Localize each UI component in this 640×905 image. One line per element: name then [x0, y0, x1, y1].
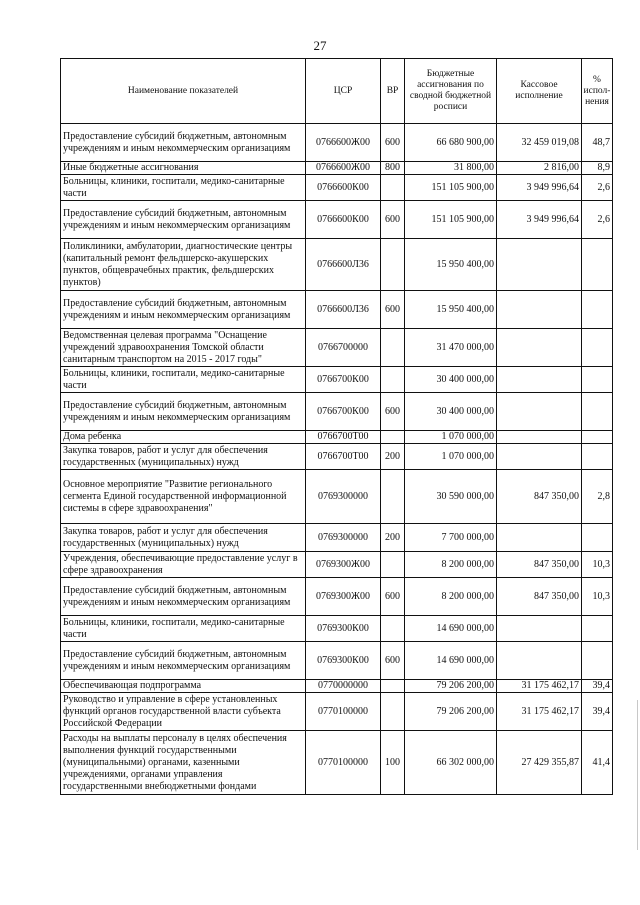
row-vr — [381, 552, 405, 578]
row-budget: 1 070 000,00 — [405, 431, 497, 444]
row-pct — [582, 524, 613, 552]
row-cash: 27 429 355,87 — [497, 731, 582, 795]
row-budget: 8 200 000,00 — [405, 552, 497, 578]
table-row — [61, 201, 613, 239]
row-budget: 79 206 200,00 — [405, 693, 497, 731]
table-row — [61, 470, 613, 524]
row-cash — [497, 524, 582, 552]
row-vr: 200 — [381, 444, 405, 470]
row-budget: 7 700 000,00 — [405, 524, 497, 552]
row-csr: 0766700Т00 — [306, 444, 381, 470]
row-cash — [497, 329, 582, 367]
row-cash: 3 949 996,64 — [497, 201, 582, 239]
table-row — [61, 393, 613, 431]
row-csr: 0766700000 — [306, 329, 381, 367]
row-csr: 0769300000 — [306, 524, 381, 552]
row-name: Учреждения, обеспечивающие предоставление услуг в сфере здравоохранения — [61, 552, 306, 578]
row-name: Закупка товаров, работ и услуг для обеспечения государственных (муниципальных) нужд — [61, 444, 306, 470]
table-row — [61, 239, 613, 291]
row-name: Поликлиники, амбулатории, диагностические центры (капитальный ремонт фельдшерско-акушерских пунктов, общеврачебных практик, фельдшерских пунктов) — [61, 239, 306, 291]
row-csr: 0766700К00 — [306, 367, 381, 393]
row-budget: 30 590 000,00 — [405, 470, 497, 524]
row-vr: 600 — [381, 201, 405, 239]
row-csr: 0770100000 — [306, 693, 381, 731]
row-vr — [381, 680, 405, 693]
row-pct: 10,3 — [582, 552, 613, 578]
table-row — [61, 524, 613, 552]
row-csr: 0769300К00 — [306, 616, 381, 642]
row-pct — [582, 444, 613, 470]
row-cash — [497, 431, 582, 444]
table-row — [61, 291, 613, 329]
row-vr: 600 — [381, 291, 405, 329]
table-row — [61, 616, 613, 642]
row-name: Предоставление субсидий бюджетным, автономным учреждениям и иным некоммерческим организациям — [61, 201, 306, 239]
row-cash — [497, 444, 582, 470]
row-pct — [582, 239, 613, 291]
row-name: Предоставление субсидий бюджетным, автономным учреждениям и иным некоммерческим организациям — [61, 642, 306, 680]
row-vr: 800 — [381, 162, 405, 175]
page-number: 27 — [313, 38, 327, 53]
row-budget: 31 800,00 — [405, 162, 497, 175]
row-name: Закупка товаров, работ и услуг для обеспечения государственных (муниципальных) нужд — [61, 524, 306, 552]
table-row — [61, 162, 613, 175]
row-cash: 847 350,00 — [497, 578, 582, 616]
header-cash: Кассовое исполнение — [497, 59, 582, 124]
row-name: Предоставление субсидий бюджетным, автономным учреждениям и иным некоммерческим организациям — [61, 393, 306, 431]
row-cash — [497, 291, 582, 329]
row-vr — [381, 329, 405, 367]
row-name: Обеспечивающая подпрограмма — [61, 680, 306, 693]
row-name: Предоставление субсидий бюджетным, автономным учреждениям и иным некоммерческим организациям — [61, 124, 306, 162]
row-csr: 0766600Л36 — [306, 291, 381, 329]
row-budget: 15 950 400,00 — [405, 239, 497, 291]
scan-edge-mark — [637, 700, 638, 850]
row-budget: 79 206 200,00 — [405, 680, 497, 693]
row-budget: 151 105 900,00 — [405, 201, 497, 239]
header-vr: ВР — [381, 59, 405, 124]
row-csr: 0766600К00 — [306, 175, 381, 201]
row-name: Предоставление субсидий бюджетным, автономным учреждениям и иным некоммерческим организациям — [61, 578, 306, 616]
row-name: Больницы, клиники, госпитали, медико-санитарные части — [61, 616, 306, 642]
table-row — [61, 578, 613, 616]
table-row — [61, 431, 613, 444]
row-csr: 0769300Ж00 — [306, 552, 381, 578]
row-pct — [582, 393, 613, 431]
row-pct — [582, 367, 613, 393]
table-row — [61, 642, 613, 680]
row-csr: 0766700Т00 — [306, 431, 381, 444]
row-pct — [582, 431, 613, 444]
row-vr — [381, 431, 405, 444]
row-name: Больницы, клиники, госпитали, медико-санитарные части — [61, 175, 306, 201]
table-row — [61, 124, 613, 162]
row-budget: 8 200 000,00 — [405, 578, 497, 616]
row-vr: 200 — [381, 524, 405, 552]
row-csr: 0766600Л36 — [306, 239, 381, 291]
row-budget: 66 302 000,00 — [405, 731, 497, 795]
header-budget: Бюджетные ассигнования по сводной бюджетной росписи — [405, 59, 497, 124]
row-csr: 0766600Ж00 — [306, 124, 381, 162]
table-row — [61, 731, 613, 795]
row-name: Ведомственная целевая программа "Оснащение учреждений здравоохранения Томской области санитарным транспортом на 2015 - 2017 годы" — [61, 329, 306, 367]
row-pct — [582, 291, 613, 329]
row-name: Дома ребенка — [61, 431, 306, 444]
row-cash: 3 949 996,64 — [497, 175, 582, 201]
row-pct: 2,8 — [582, 470, 613, 524]
row-csr: 0770000000 — [306, 680, 381, 693]
row-name: Расходы на выплаты персоналу в целях обеспечения выполнения функций государственными (муниципальными) органами, казенными учреждениями, органами управления государственными внебюджетными фондами — [61, 731, 306, 795]
row-pct: 2,6 — [582, 175, 613, 201]
row-name: Иные бюджетные ассигнования — [61, 162, 306, 175]
table-row — [61, 329, 613, 367]
row-vr — [381, 693, 405, 731]
row-vr — [381, 175, 405, 201]
row-pct: 39,4 — [582, 680, 613, 693]
row-pct: 10,3 — [582, 578, 613, 616]
row-vr: 600 — [381, 642, 405, 680]
row-csr: 0766600К00 — [306, 201, 381, 239]
row-pct: 8,9 — [582, 162, 613, 175]
row-csr: 0769300000 — [306, 470, 381, 524]
row-pct — [582, 642, 613, 680]
row-cash: 31 175 462,17 — [497, 693, 582, 731]
row-cash: 2 816,00 — [497, 162, 582, 175]
row-name: Руководство и управление в сфере установленных функций органов государственной власти субъекта Российской Федерации — [61, 693, 306, 731]
row-csr: 0770100000 — [306, 731, 381, 795]
row-budget: 14 690 000,00 — [405, 616, 497, 642]
table-row — [61, 444, 613, 470]
table-row — [61, 680, 613, 693]
row-vr: 100 — [381, 731, 405, 795]
row-csr: 0766600Ж00 — [306, 162, 381, 175]
table-header-row — [61, 59, 613, 124]
row-cash: 847 350,00 — [497, 552, 582, 578]
row-pct — [582, 616, 613, 642]
row-budget: 14 690 000,00 — [405, 642, 497, 680]
row-csr: 0766700К00 — [306, 393, 381, 431]
table-row — [61, 693, 613, 731]
row-budget: 1 070 000,00 — [405, 444, 497, 470]
row-name: Основное мероприятие "Развитие регионального сегмента Единой государственной информационной системы в сфере здравоохранения" — [61, 470, 306, 524]
row-cash — [497, 239, 582, 291]
row-csr: 0769300К00 — [306, 642, 381, 680]
row-pct: 48,7 — [582, 124, 613, 162]
header-pct: % испол-нения — [582, 59, 613, 124]
table-row — [61, 175, 613, 201]
row-cash: 32 459 019,08 — [497, 124, 582, 162]
table-row — [61, 367, 613, 393]
table-row — [61, 552, 613, 578]
row-budget: 15 950 400,00 — [405, 291, 497, 329]
row-csr: 0769300Ж00 — [306, 578, 381, 616]
row-vr — [381, 616, 405, 642]
row-name: Предоставление субсидий бюджетным, автономным учреждениям и иным некоммерческим организациям — [61, 291, 306, 329]
budget-execution-table — [60, 58, 613, 795]
row-budget: 31 470 000,00 — [405, 329, 497, 367]
row-vr: 600 — [381, 578, 405, 616]
row-vr — [381, 239, 405, 291]
row-vr: 600 — [381, 124, 405, 162]
row-budget: 30 400 000,00 — [405, 367, 497, 393]
row-vr — [381, 470, 405, 524]
row-budget: 66 680 900,00 — [405, 124, 497, 162]
row-cash: 31 175 462,17 — [497, 680, 582, 693]
row-vr — [381, 367, 405, 393]
row-pct: 39,4 — [582, 693, 613, 731]
row-cash — [497, 367, 582, 393]
row-cash — [497, 642, 582, 680]
row-budget: 30 400 000,00 — [405, 393, 497, 431]
row-name: Больницы, клиники, госпитали, медико-санитарные части — [61, 367, 306, 393]
row-cash — [497, 393, 582, 431]
row-pct: 41,4 — [582, 731, 613, 795]
row-budget: 151 105 900,00 — [405, 175, 497, 201]
header-name: Наименование показателей — [61, 59, 306, 124]
header-csr: ЦСР — [306, 59, 381, 124]
row-pct — [582, 329, 613, 367]
row-vr: 600 — [381, 393, 405, 431]
row-cash — [497, 616, 582, 642]
row-pct: 2,6 — [582, 201, 613, 239]
row-cash: 847 350,00 — [497, 470, 582, 524]
